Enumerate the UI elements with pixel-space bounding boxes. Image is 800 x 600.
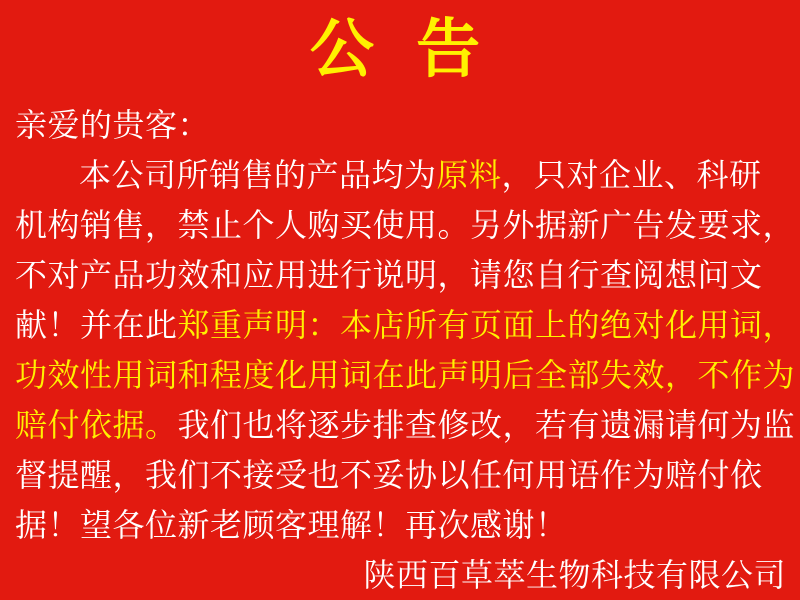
text-segment: 郑重声明：本店所有页面上的绝对化用词， bbox=[177, 306, 796, 344]
body-line bbox=[15, 300, 796, 350]
body-line bbox=[15, 150, 786, 200]
text-segment: 原料 bbox=[436, 156, 502, 194]
text-segment: 不对产品功效和应用进行说明，请您自行查阅想问文 bbox=[15, 256, 763, 294]
page-title: 公 告 bbox=[309, 13, 491, 87]
text-segment: 功效性用词和程度化用词在此声明后全部失效，不作为 bbox=[15, 356, 796, 394]
text-segment: ，只对企业、科研 bbox=[501, 156, 762, 194]
body-lines bbox=[15, 150, 796, 550]
signature-line: 陕西百草萃生物科技有限公司 bbox=[363, 556, 786, 594]
text-segment: 机构销售，禁止个人购买使用。另外据新广告发要求， bbox=[15, 206, 796, 244]
greeting-line: 亲爱的贵客： bbox=[15, 106, 211, 144]
text-segment: 本公司所销售的产品均为 bbox=[79, 156, 437, 194]
text-segment: 我们也将逐步排查修改，若有遗漏请何为监 bbox=[177, 406, 796, 444]
text-segment: 献！并在此 bbox=[15, 306, 178, 344]
text-segment: 据！望各位新老顾客理解！再次感谢！ bbox=[15, 506, 568, 544]
body-line bbox=[15, 500, 786, 550]
announcement-body bbox=[15, 100, 796, 600]
body-line bbox=[15, 400, 796, 450]
body-line bbox=[15, 450, 786, 500]
body-line bbox=[15, 200, 796, 250]
text-segment: 赔付依据。 bbox=[15, 406, 178, 444]
body-line bbox=[15, 350, 796, 400]
text-segment: 督提醒，我们不接受也不妥协以任何用语作为赔付依 bbox=[15, 456, 763, 494]
body-line bbox=[15, 250, 786, 300]
